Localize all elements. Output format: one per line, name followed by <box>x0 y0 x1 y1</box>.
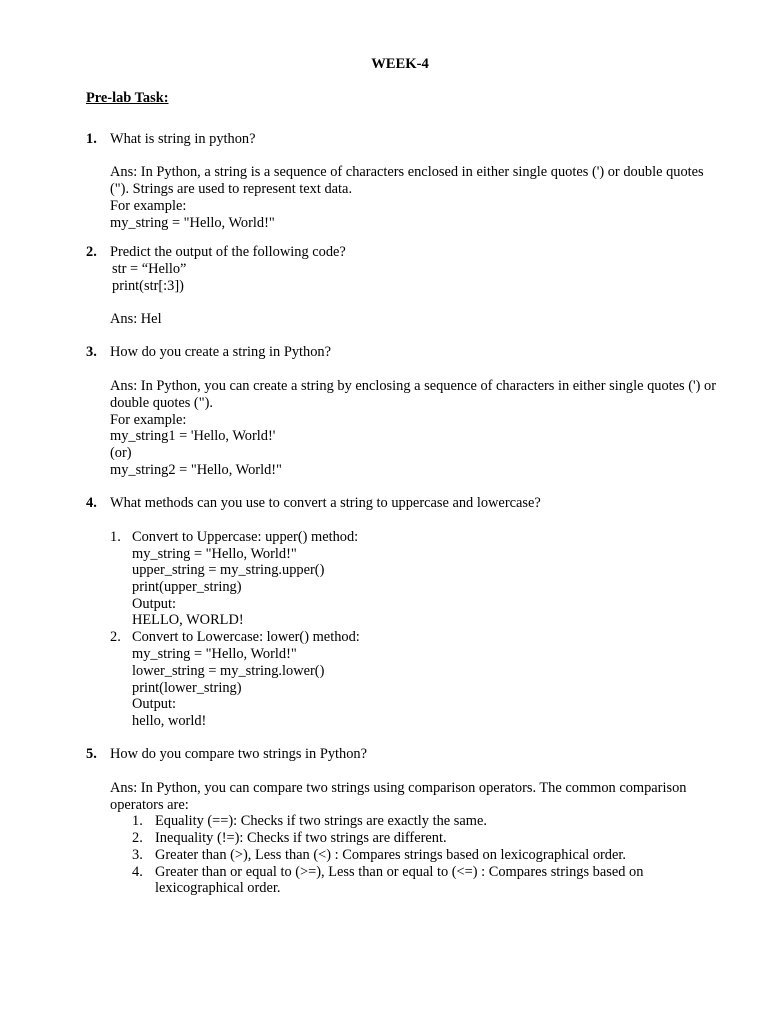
question-3-number: 3. <box>86 344 97 360</box>
operator-greater-less: Greater than (>), Less than (<) : Compares strings based on lexicographical order. <box>155 847 626 863</box>
answer-1-example-label: For example: <box>110 198 187 214</box>
answer-3-example-label: For example: <box>110 412 187 428</box>
answer-3-or: (or) <box>110 445 132 461</box>
lowercase-code-line: print(lower_string) <box>132 680 242 696</box>
question-4-number: 4. <box>86 495 97 511</box>
answer-5-line-1: Ans: In Python, you can compare two strings using comparison operators. The common comparison <box>110 780 687 796</box>
uppercase-code-line: upper_string = my_string.upper() <box>132 562 325 578</box>
uppercase-item-number: 1. <box>110 529 121 545</box>
lowercase-item-title: Convert to Lowercase: lower() method: <box>132 629 360 645</box>
uppercase-code-line: my_string = "Hello, World!" <box>132 546 297 562</box>
lowercase-code-line: my_string = "Hello, World!" <box>132 646 297 662</box>
operator-greater-less-equal: Greater than or equal to (>=), Less than or equal to (<=) : Compares strings based on <box>155 864 644 880</box>
page-title: WEEK-4 <box>371 56 429 72</box>
uppercase-code-line: print(upper_string) <box>132 579 242 595</box>
operator-greater-less-equal-cont: lexicographical order. <box>155 880 281 896</box>
question-1-text: What is string in python? <box>110 131 256 147</box>
question-2-text: Predict the output of the following code? <box>110 244 346 260</box>
question-5-number: 5. <box>86 746 97 762</box>
operator-item-number: 2. <box>132 830 143 846</box>
question-2-number: 2. <box>86 244 97 260</box>
answer-5-line-2: operators are: <box>110 797 189 813</box>
uppercase-item-title: Convert to Uppercase: upper() method: <box>132 529 359 545</box>
question-5-text: How do you compare two strings in Python? <box>110 746 368 762</box>
operator-item-number: 3. <box>132 847 143 863</box>
operator-item-number: 1. <box>132 813 143 829</box>
question-2-code-line-1: str = “Hello” <box>112 261 187 277</box>
answer-3-line-1: Ans: In Python, you can create a string by enclosing a sequence of characters in either single quotes (') or <box>110 378 717 394</box>
lowercase-code-line: lower_string = my_string.lower() <box>132 663 325 679</box>
answer-3-line-2: double quotes ("). <box>110 395 213 411</box>
question-2-code-line-2: print(str[:3]) <box>112 278 184 294</box>
operator-inequality: Inequality (!=): Checks if two strings are different. <box>155 830 447 846</box>
question-4-text: What methods can you use to convert a string to uppercase and lowercase? <box>110 495 541 511</box>
answer-3-code-2: my_string2 = "Hello, World!" <box>110 462 282 478</box>
operator-equality: Equality (==): Checks if two strings are exactly the same. <box>155 813 487 829</box>
answer-1-line-2: ("). Strings are used to represent text data. <box>110 181 353 197</box>
lowercase-output-label: Output: <box>132 696 176 712</box>
section-heading: Pre-lab Task: <box>86 90 169 106</box>
answer-1-line-1: Ans: In Python, a string is a sequence of characters enclosed in either single quotes (') or double quotes <box>110 164 704 180</box>
lowercase-item-number: 2. <box>110 629 121 645</box>
answer-2: Ans: Hel <box>110 311 162 327</box>
operator-item-number: 4. <box>132 864 143 880</box>
answer-1-example-code: my_string = "Hello, World!" <box>110 215 275 231</box>
question-1-number: 1. <box>86 131 97 147</box>
question-3-text: How do you create a string in Python? <box>110 344 332 360</box>
uppercase-output-value: HELLO, WORLD! <box>132 612 244 628</box>
lowercase-output-value: hello, world! <box>132 713 207 729</box>
uppercase-output-label: Output: <box>132 596 176 612</box>
answer-3-code-1: my_string1 = 'Hello, World!' <box>110 428 276 444</box>
